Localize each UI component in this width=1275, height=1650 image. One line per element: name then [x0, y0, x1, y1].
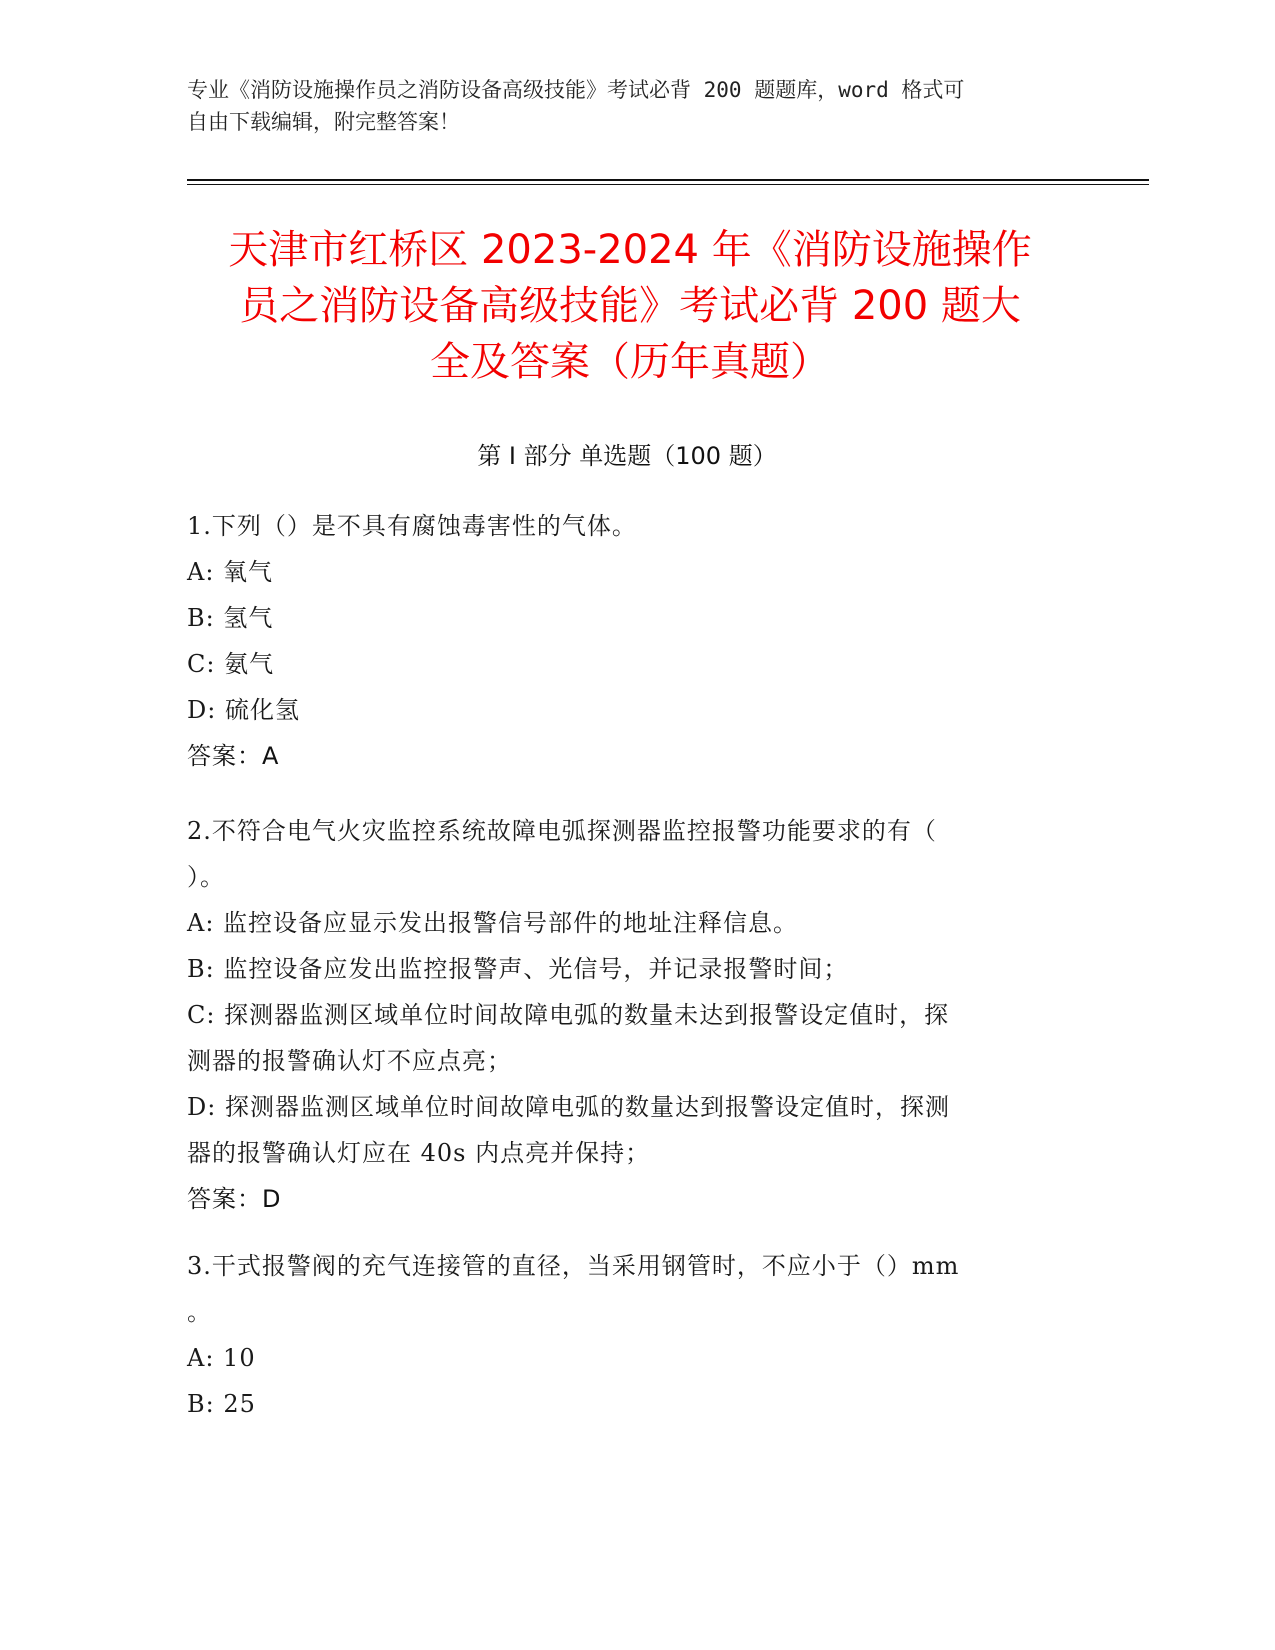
question-3 [187, 1243, 1067, 1427]
question-3-text-line-2: 。 [187, 1298, 212, 1326]
header-divider-thick [187, 179, 1149, 181]
question-1-option-b: B: 氢气 [187, 604, 274, 632]
intro-line-1: 专业《消防设施操作员之消防设备高级技能》考试必背 200 题题库，word 格式可 [187, 78, 965, 102]
question-1-option-a: A: 氧气 [187, 558, 274, 586]
question-1-answer: 答案：A [187, 742, 280, 770]
question-1-option-d: D: 硫化氢 [187, 696, 300, 724]
question-1-text: 1.下列（）是不具有腐蚀毒害性的气体。 [187, 512, 637, 540]
question-1-option-c: C: 氨气 [187, 650, 275, 678]
question-2-option-a: A: 监控设备应显示发出报警信号部件的地址注释信息。 [187, 909, 799, 937]
question-2-option-c-line-1: C: 探测器监测区域单位时间故障电弧的数量未达到报警设定值时，探 [187, 1001, 950, 1029]
question-2-option-d-line-1: D: 探测器监测区域单位时间故障电弧的数量达到报警设定值时，探测 [187, 1093, 950, 1121]
section-heading: 第 I 部分 单选题（100 题） [477, 442, 777, 470]
question-2 [187, 808, 1067, 1222]
question-2-text-line-2: ）。 [187, 863, 225, 891]
title-line-2: 员之消防设备高级技能》考试必背 200 题大 [239, 283, 1021, 329]
title-line-1: 天津市红桥区 2023-2024 年《消防设施操作 [228, 227, 1032, 273]
question-1 [187, 503, 1067, 779]
question-3-option-a: A: 10 [187, 1344, 256, 1372]
question-2-answer: 答案：D [187, 1185, 282, 1213]
question-2-option-b: B: 监控设备应发出监控报警声、光信号，并记录报警时间； [187, 955, 849, 983]
question-2-option-d-line-2: 器的报警确认灯应在 40s 内点亮并保持； [187, 1139, 651, 1167]
question-2-text-line-1: 2.不符合电气火灾监控系统故障电弧探测器监控报警功能要求的有（ [187, 817, 937, 845]
header-divider-thin [187, 184, 1149, 185]
question-2-option-c-line-2: 测器的报警确认灯不应点亮； [187, 1047, 512, 1075]
question-3-option-b: B: 25 [187, 1390, 256, 1418]
title-line-3: 全及答案（历年真题） [430, 339, 830, 385]
intro-text [187, 74, 1067, 138]
document-title [190, 222, 1070, 390]
question-3-text-line-1: 3.干式报警阀的充气连接管的直径，当采用钢管时，不应小于（）mm [187, 1252, 960, 1280]
intro-line-2: 自由下载编辑，附完整答案！ [187, 110, 460, 134]
